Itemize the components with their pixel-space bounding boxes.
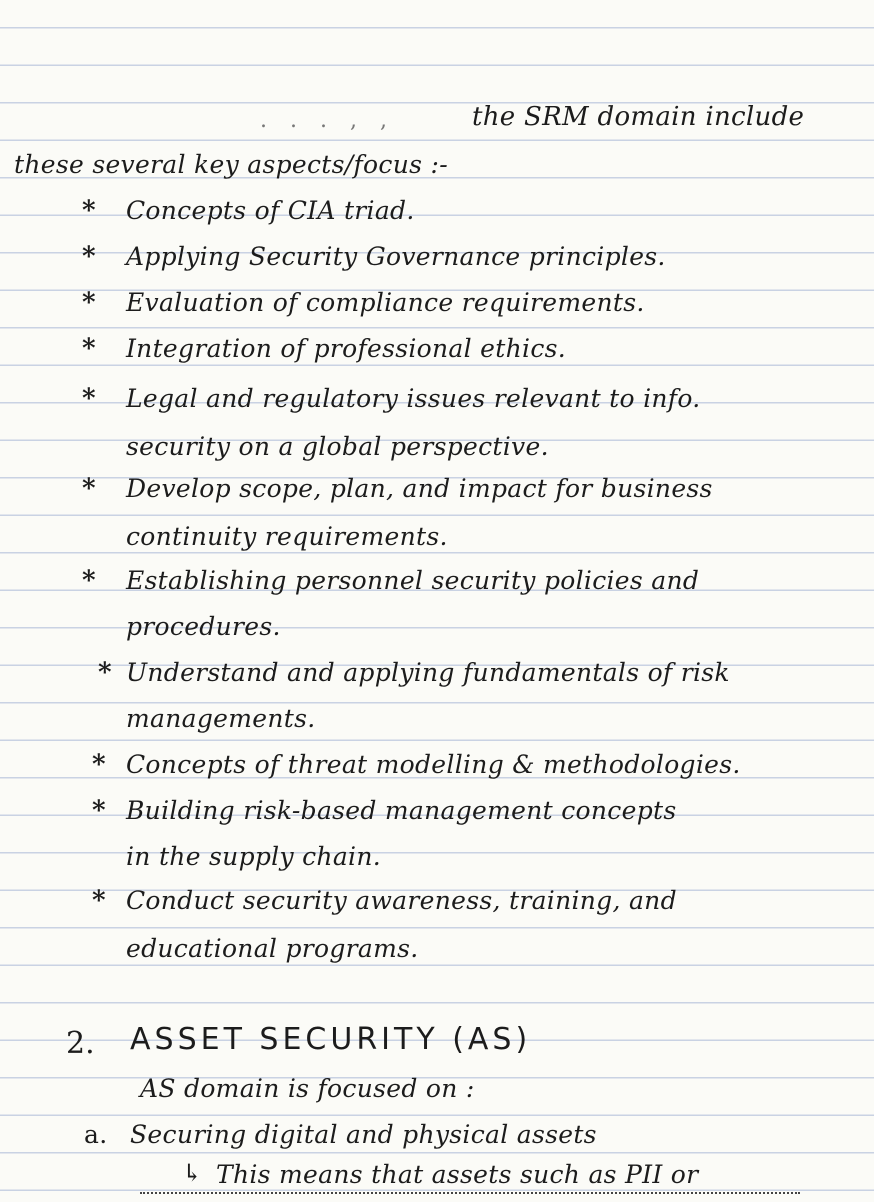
cut-off-text-line <box>140 1192 800 1202</box>
bullet-text: Building risk-based management concepts <box>126 796 677 825</box>
bullet-text-continued: managements. <box>126 704 316 733</box>
bullet-text: Understand and applying fundamentals of risk <box>126 658 730 687</box>
bullet-text-continued: security on a global perspective. <box>126 432 549 461</box>
bullet-star-icon: * <box>92 886 106 916</box>
bullet-text-continued: procedures. <box>126 612 281 641</box>
bullet-star-icon: * <box>92 750 106 780</box>
bullet-star-icon: * <box>82 288 96 318</box>
bullet-star-icon: * <box>82 384 96 414</box>
bullet-text: Integration of professional ethics. <box>126 334 566 363</box>
bullet-star-icon: * <box>82 566 96 596</box>
section-intro: AS domain is focused on : <box>140 1074 475 1103</box>
intro-line-1: the SRM domain include <box>472 102 805 132</box>
sub-text: This means that assets such as PII or <box>216 1160 699 1189</box>
bullet-text: Establishing personnel security policies and <box>126 566 700 595</box>
bullet-star-icon: * <box>82 334 96 364</box>
item-text: Securing digital and physical assets <box>130 1120 597 1149</box>
bullet-star-icon: * <box>82 196 96 226</box>
return-arrow-icon: ↳ <box>182 1159 203 1187</box>
bullet-text: Develop scope, plan, and impact for business <box>126 474 713 503</box>
bullet-text: Concepts of CIA triad. <box>126 196 415 225</box>
bullet-text: Applying Security Governance principles. <box>126 242 666 271</box>
item-label: a. <box>84 1120 108 1149</box>
partial-top-marks: . . . , , <box>260 108 395 133</box>
bullet-text-continued: educational programs. <box>126 934 419 963</box>
bullet-text-continued: in the supply chain. <box>126 842 381 871</box>
section-number: 2. <box>66 1026 95 1061</box>
section-title: ASSET SECURITY (AS) <box>130 1022 532 1057</box>
bullet-text: Concepts of threat modelling & methodologies. <box>126 750 741 779</box>
bullet-text: Conduct security awareness, training, and <box>126 886 677 915</box>
intro-line-2: these several key aspects/focus :- <box>14 150 448 179</box>
bullet-star-icon: * <box>92 796 106 826</box>
bullet-star-icon: * <box>82 242 96 272</box>
bullet-star-icon: * <box>98 658 112 688</box>
bullet-text: Legal and regulatory issues relevant to info. <box>126 384 701 413</box>
bullet-text-continued: continuity requirements. <box>126 522 448 551</box>
bullet-star-icon: * <box>82 474 96 504</box>
bullet-text: Evaluation of compliance requirements. <box>126 288 645 317</box>
